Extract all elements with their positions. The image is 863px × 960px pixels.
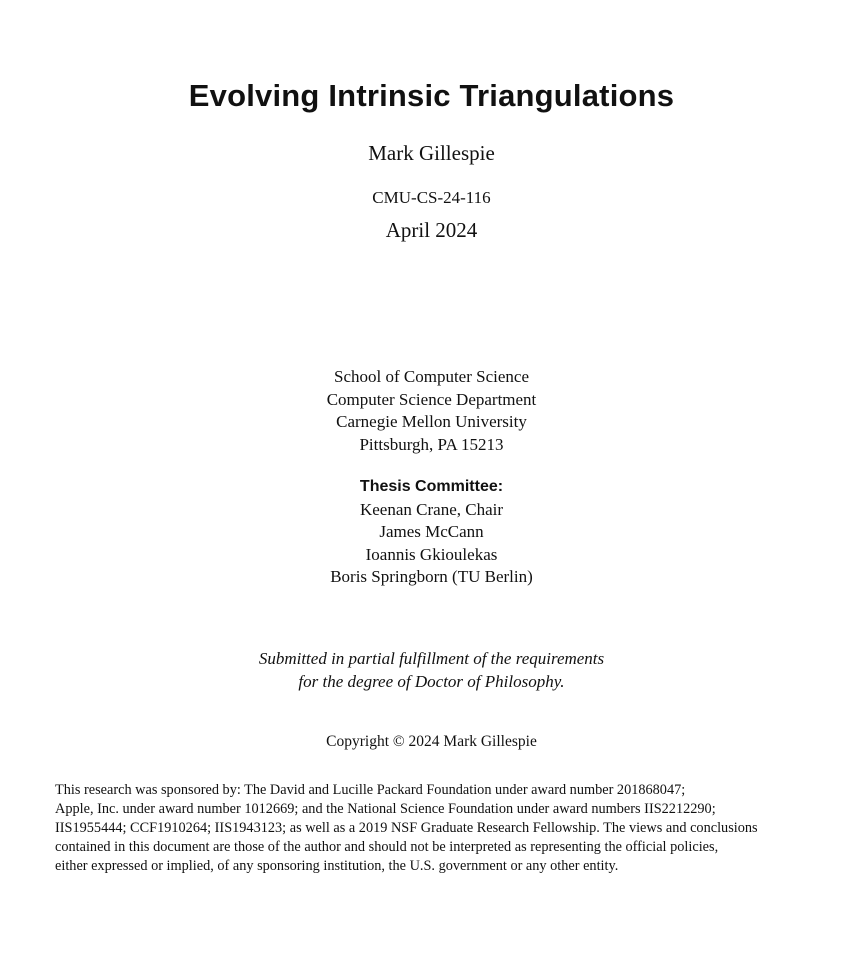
affiliation-line: Computer Science Department bbox=[326, 389, 537, 409]
affiliation-block bbox=[0, 366, 863, 456]
sponsorship-line: Apple, Inc. under award number 1012669; and the National Science Foundation under award numbers IIS2212290; bbox=[55, 801, 716, 817]
affiliation-line: Pittsburgh, PA 15213 bbox=[359, 434, 504, 454]
committee-heading: Thesis Committee: bbox=[359, 478, 504, 495]
committee-member: Ioannis Gkioulekas bbox=[365, 544, 498, 564]
report-number: CMU-CS-24-116 bbox=[372, 188, 491, 207]
document-title: Evolving Intrinsic Triangulations bbox=[188, 78, 675, 113]
committee-member: Boris Springborn (TU Berlin) bbox=[330, 567, 533, 586]
thesis-committee bbox=[0, 476, 863, 589]
sponsorship-line: contained in this document are those of the author and should not be interpreted as representing the official policies, bbox=[55, 839, 719, 855]
committee-member: James McCann bbox=[379, 522, 484, 541]
degree-statement-line: for the degree of Doctor of Philosophy. bbox=[298, 672, 565, 691]
affiliation-line: School of Computer Science bbox=[334, 367, 529, 386]
author-name: Mark Gillespie bbox=[368, 141, 495, 165]
publication-date: April 2024 bbox=[385, 218, 478, 242]
sponsorship-line: This research was sponsored by: The David and Lucille Packard Foundation under award number 201868047; bbox=[55, 782, 686, 798]
sponsorship-line: either expressed or implied, of any sponsoring institution, the U.S. government or any other entity. bbox=[55, 858, 619, 874]
committee-member: Keenan Crane, Chair bbox=[359, 499, 504, 519]
copyright-notice: Copyright © 2024 Mark Gillespie bbox=[326, 733, 537, 750]
sponsorship-line: IIS1955444; CCF1910264; IIS1943123; as well as a 2019 NSF Graduate Research Fellowship. The views and conclusions bbox=[55, 820, 758, 836]
degree-statement bbox=[0, 647, 863, 693]
affiliation-line: Carnegie Mellon University bbox=[336, 412, 527, 431]
sponsorship-statement bbox=[55, 781, 815, 876]
degree-statement-line: Submitted in partial fulfillment of the requirements bbox=[258, 649, 605, 668]
